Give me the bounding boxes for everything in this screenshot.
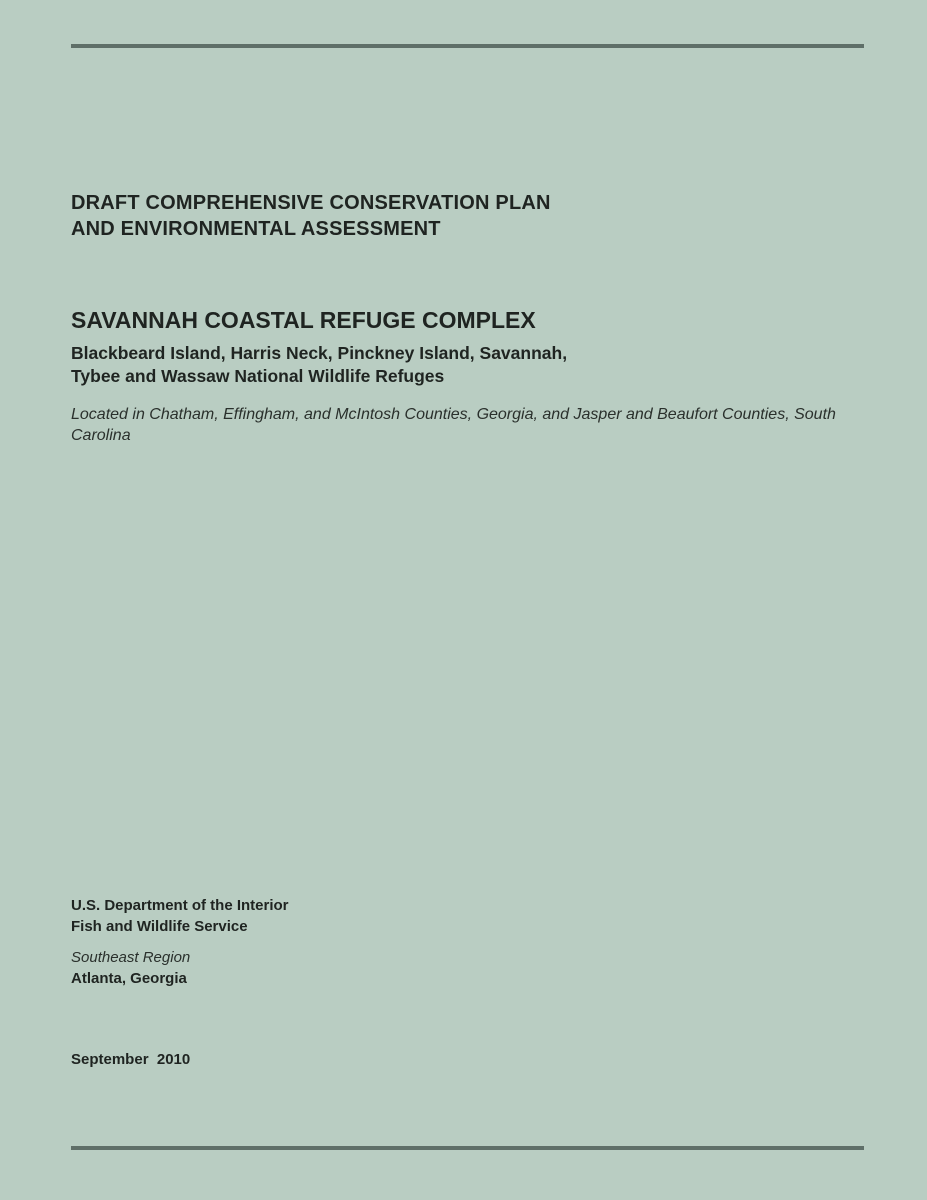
region-name: Southeast Region: [71, 949, 191, 966]
bottom-rule: [71, 1146, 864, 1150]
agency-department: U.S. Department of the Interior: [71, 897, 289, 914]
refuge-list-line-2: Tybee and Wassaw National Wildlife Refuges: [71, 366, 445, 386]
top-rule: [71, 44, 864, 48]
document-title: [71, 190, 871, 242]
region-city: Atlanta, Georgia: [71, 970, 187, 987]
refuge-list: [71, 342, 871, 388]
agency-service: Fish and Wildlife Service: [71, 918, 248, 935]
region-block: [71, 947, 871, 989]
agency: [71, 895, 871, 937]
location-text: Located in Chatham, Effingham, and McIntosh Counties, Georgia, and Jasper and Beaufort Counties, South Carolina: [71, 406, 836, 444]
complex-title: SAVANNAH COASTAL REFUGE COMPLEX: [71, 307, 536, 333]
document-title-line-2: AND ENVIRONMENTAL ASSESSMENT: [71, 218, 441, 240]
publication-date: September 2010: [71, 1051, 191, 1068]
refuge-list-line-1: Blackbeard Island, Harris Neck, Pinckney Island, Savannah,: [71, 343, 568, 363]
document-title-line-1: DRAFT COMPREHENSIVE CONSERVATION PLAN: [71, 192, 551, 214]
